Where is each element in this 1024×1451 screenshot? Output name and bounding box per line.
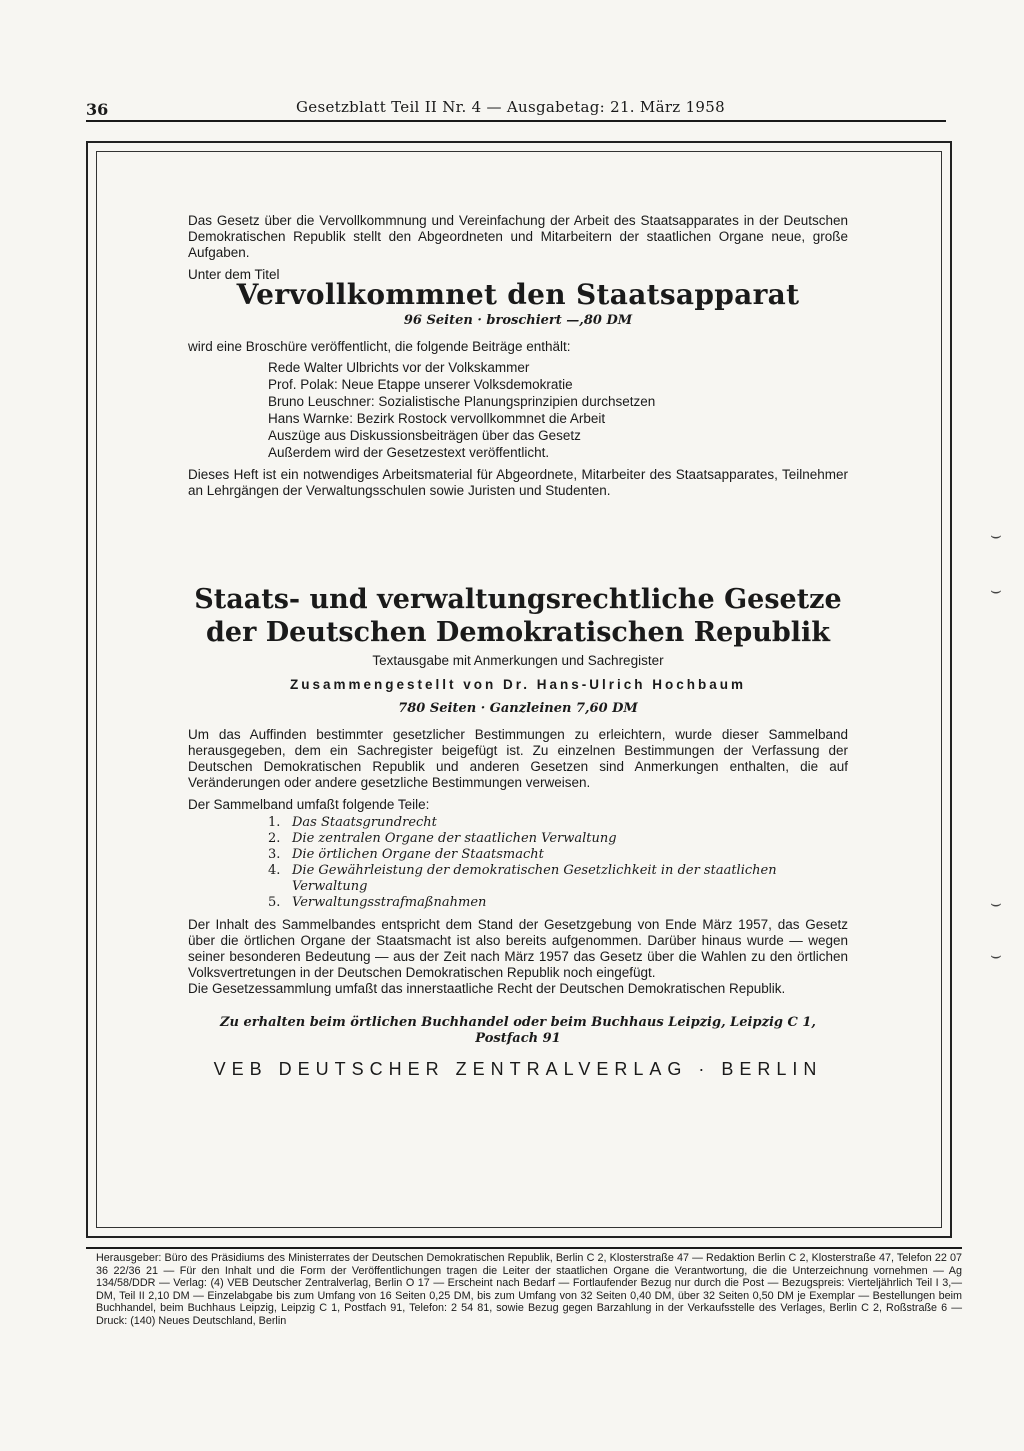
collection-title-line-1: Staats- und verwaltungsrechtliche Gesetze	[194, 584, 842, 615]
brochure-specs: 96 Seiten · broschiert —,80 DM	[403, 313, 633, 328]
list-item: 1. Das Staatsgrundrecht	[268, 815, 437, 830]
list-item: Hans Warnke: Bezirk Rostock vervollkommnet die Arbeit	[268, 411, 606, 426]
collection-title-line-2: der Deutschen Demokratischen Republik	[206, 617, 830, 648]
order-info-line-2: Postfach 91	[475, 1031, 561, 1046]
footer-rule	[86, 1247, 962, 1249]
order-info	[188, 1015, 848, 1047]
list-item: Prof. Polak: Neue Etappe unserer Volksdemokratie	[268, 377, 573, 392]
collection-specs: 780 Seiten · Ganzleinen 7,60 DM	[398, 701, 638, 716]
list-item: Rede Walter Ulbrichts vor der Volkskammer	[268, 360, 530, 375]
running-head: Gesetzblatt Teil II Nr. 4 — Ausgabetag: 21. März 1958	[296, 98, 725, 116]
imprint: Herausgeber: Büro des Präsidiums des Ministerrates der Deutschen Demokratischen Republik, Berlin C 2, Klosterstraße 47 — Redaktion Berlin C 2, Klosterstraße 47, Telefon 22 07 36 22/36 21 — Für den Inhalt und die Form der Veröffentlichungen tragen die Leiter der staatlichen Organe die Verantwortung, die die Unterzeichnung vornehmen — Ag 134/58/DDR — Verlag: (4) VEB Deutscher Zentralverlag, Berlin O 17 — Erscheint nach Bedarf — Fortlaufender Bezug nur durch die Post — Bezugspreis: Vierteljährlich Teil I 3,— DM, Teil II 2,10 DM — Einzelabgabe bis zum Umfang von 16 Seiten 0,25 DM, bis zum Umfang von 32 Seiten 0,40 DM, über 32 Seiten 0,50 DM je Exemplar — Bestellungen beim Buchhandel, beim Buchhaus Leipzig, Leipzig C 1, Postfach 91, Telefon: 2 54 81, sowie Bezug gegen Barzahlung in der Verkaufsstelle des Verlages, Berlin C 2, Roßstraße 6 — Druck: (140) Neues Deutschland, Berlin	[96, 1252, 962, 1327]
list-item: 2. Die zentralen Organe der staatlichen Verwaltung	[268, 831, 617, 846]
page-number: 36	[86, 100, 109, 119]
list-item: 3. Die örtlichen Organe der Staatsmacht	[268, 847, 544, 862]
margin-mark-icon: ⌣	[990, 525, 1002, 546]
publisher-name: VEB DEUTSCHER ZENTRALVERLAG · BERLIN	[213, 1059, 823, 1079]
brochure-closing: Dieses Heft ist ein notwendiges Arbeitsmaterial für Abgeordnete, Mitarbeiter des Staatsapparates, Teilnehmer an Lehrgängen der Verwaltungsschulen sowie Juristen und Studenten.	[188, 467, 848, 498]
brochure-contents-lead: wird eine Broschüre veröffentlicht, die folgende Beiträge enthält:	[188, 339, 571, 354]
brochure-title: Vervollkommnet den Staatsapparat	[236, 278, 800, 311]
list-item: Auszüge aus Diskussionsbeiträgen über das Gesetz	[268, 428, 581, 443]
list-item: Bruno Leuschner: Sozialistische Planungsprinzipien durchsetzen	[268, 394, 656, 409]
list-item: 4. Die Gewährleistung der demokratischen Gesetzlichkeit in der staatlichen Verwaltung	[268, 863, 777, 894]
list-item: Außerdem wird der Gesetzestext veröffentlicht.	[268, 445, 550, 460]
brochure-title-lead: Unter dem Titel	[188, 267, 280, 282]
margin-mark-icon: ⌣	[990, 893, 1002, 914]
margin-mark-icon: ⌣	[990, 945, 1002, 966]
advertisement-frame	[86, 141, 952, 1238]
brochure-intro: Das Gesetz über die Vervollkommnung und Vereinfachung der Arbeit des Staatsapparates in der Deutschen Demokratischen Republik stellt den Abgeordneten und Mitarbeitern der staatlichen Organe neue, große Aufgaben.	[188, 213, 848, 260]
collection-description: Um das Auffinden bestimmter gesetzlicher Bestimmungen zu erleichtern, wurde dieser Sammelband herausgegeben, dem ein Sachregister beigefügt ist. Zu einzelnen Bestimmungen der Verfassung der Deutschen Demokratischen Republik und anderen Gesetzen sind Anmerkungen enthalten, die auf Veränderungen oder andere gesetzliche Bestimmungen verweisen.	[188, 727, 848, 790]
page-header	[86, 98, 946, 122]
advertisement-brochure	[188, 213, 848, 505]
advertisement-law-collection	[188, 583, 848, 1077]
collection-parts-lead: Der Sammelband umfaßt folgende Teile:	[188, 797, 430, 812]
collection-scope-note: Die Gesetzessammlung umfaßt das innerstaatliche Recht der Deutschen Demokratischen Republik.	[188, 981, 786, 996]
collection-compiled-by: Zusammengestellt von Dr. Hans-Ulrich Hochbaum	[289, 677, 747, 692]
brochure-contents-list	[268, 359, 848, 461]
collection-content-note: Der Inhalt des Sammelbandes entspricht dem Stand der Gesetzgebung von Ende März 1957, das Gesetz über die örtlichen Organe der Staatsmacht ist also bereits aufgenommen. Darüber hinaus wurde — wegen seiner besonderen Bedeutung — aus der Zeit nach März 1957 das Gesetz über die Wahlen zu den örtlichen Volksvertretungen in der Deutschen Demokratischen Republik noch eingefügt.	[188, 917, 848, 980]
list-item: 5. Verwaltungsstrafmaßnahmen	[268, 895, 487, 910]
collection-subtitle: Textausgabe mit Anmerkungen und Sachregister	[372, 653, 664, 668]
order-info-line-1: Zu erhalten beim örtlichen Buchhandel oder beim Buchhaus Leipzig, Leipzig C 1,	[220, 1015, 816, 1030]
collection-parts-list	[268, 815, 848, 911]
margin-mark-icon: ⌣	[990, 580, 1002, 601]
